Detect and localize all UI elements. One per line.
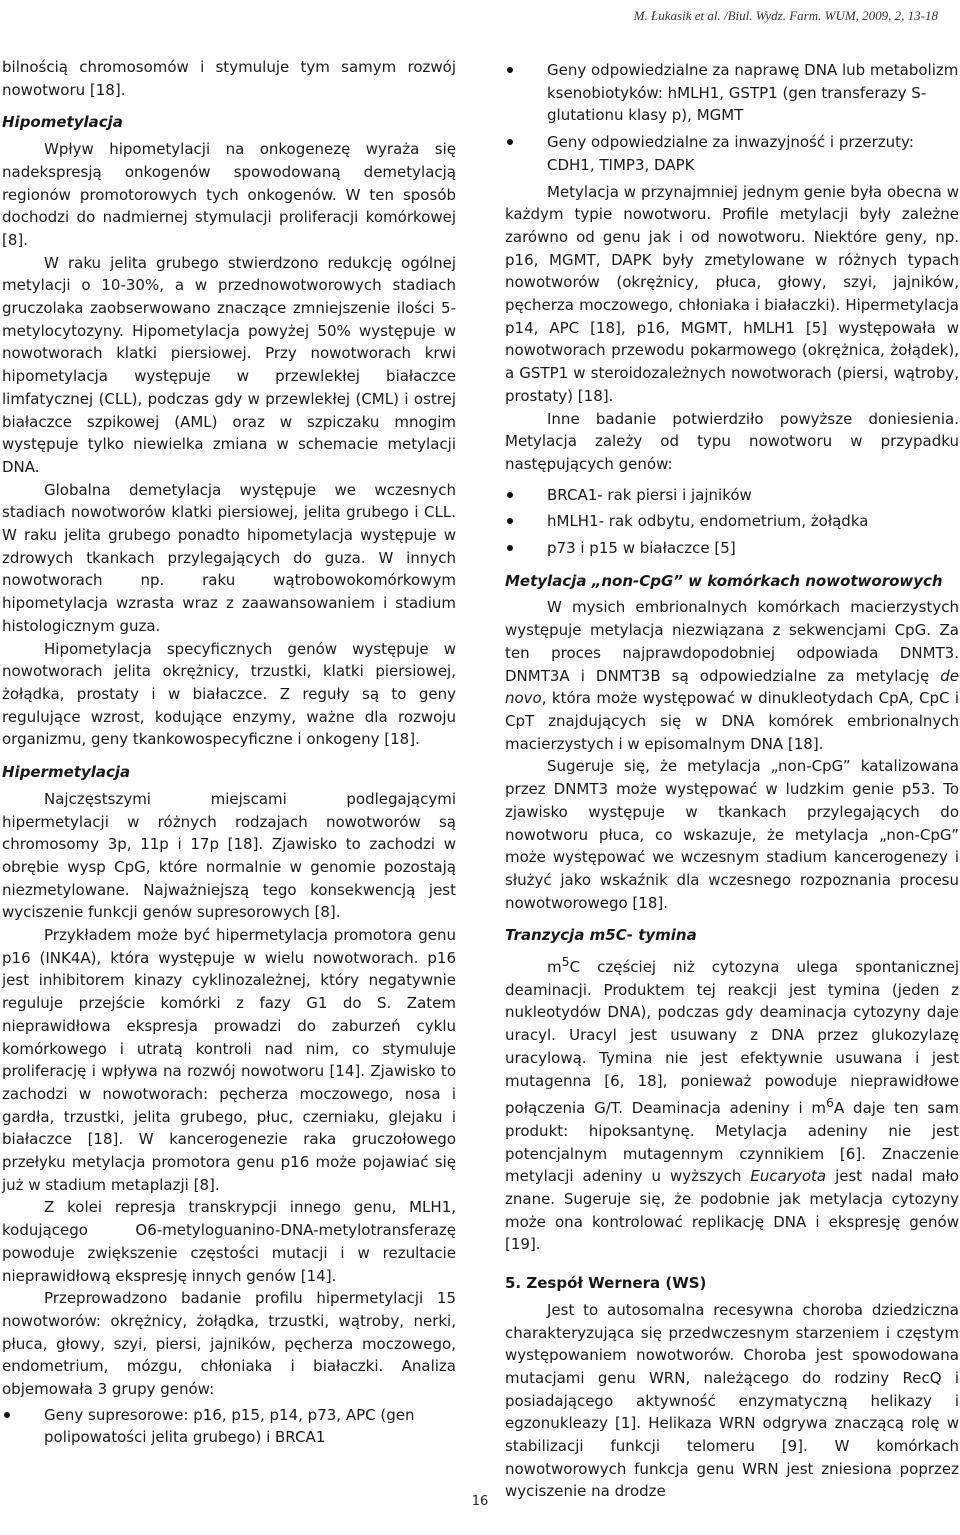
list-item-text: p73 i p15 w białaczce [5] <box>547 539 736 558</box>
paragraph: Inne badanie potwierdziło powyższe doniesienia. Metylacja zależy od typu nowotworu w przypadku następujących genów: <box>505 409 959 473</box>
bullet-icon <box>507 139 513 145</box>
paragraph: Jest to autosomalna recesywna choroba dziedziczna charakteryzująca się przedwczesnym starzeniem i częstym występowaniem nowotworów. Choroba jest spowodowana mutacjami genu WRN, należącego do rodziny RecQ i posiadającego aktywność enzymatyczną helikazy i egzonukleazy [1]. Helikaza WRN odgrywa znaczącą rolę w stabilizacji funkcji telomeru [9]. W komórkach nowotworowych funkcja genu WRN jest zniesiona poprzez wyciszenie na drodze <box>505 1300 959 1501</box>
list-item-text: Geny odpowiedzialne za inwazyjność i przerzuty: CDH1, TIMP3, DAPK <box>547 133 914 174</box>
section-heading-tranzycja: Tranzycja m5C- tymina <box>505 926 697 945</box>
text-run-italic: Eucaryota <box>750 1167 827 1186</box>
paragraph: Przykładem może być hipermetylacja promotora genu p16 (INK4A), która występuje w wielu nowotworach. p16 jest inhibitorem kinazy cyklinozależnej, który negatywnie reguluje przejście komórki z fazy G1 do S. Zatem nieprawidłowa ekspresja prowadzi do zaburzeń cyklu komórkowego i utratą kontroli nad nim, co stymuluje proliferację i wpływa na rozwój nowotworu [14]. Zjawisko to zachodzi w nowotworach: pęcherza moczowego, nosa i gardła, trzustki, jelita grubego, płuc, czerniaku, glejaku i białaczce [18]. W kancerogenezie raka gruczołowego przełyku metylacja promotora genu p16 może pojawiać się już w stadium metaplazji [8]. <box>2 926 456 1194</box>
paragraph: Globalna demetylacja występuje we wczesnych stadiach nowotworów klatki piersiowej, jelita grubego i CLL. W raku jelita grubego ponadto hipometylacja występuje w zdrowych tkankach przylegających do guza. W innych nowotworach np. raku wątrobowokomórkowym hipometylacja wzrasta wraz z zaawansowaniem i stadium histologicznym guza. <box>2 480 456 635</box>
section-heading-non-cpg: Metylacja „non-CpG” w komórkach nowotworowych <box>505 571 943 590</box>
text-run: jest nadal mało znane. Sugeruje się, że podobnie jak metylacja cytozyny może ona kontrolować replikację DNA i ekspresję genów [19]. <box>505 1167 959 1254</box>
paragraph: Wpływ hipometylacji na onkogenezę wyraża się nadekspresją onkogenów spowodowaną demetylacją regionów promotorowych tych onkogenów. W ten sposób dochodzi do nadmiernej stymulacji proliferacji komórkowej [8]. <box>2 140 456 249</box>
list-item-text: Geny supresorowe: p16, p15, p14, p73, APC (gen polipowatości jelita grubego) i BRCA1 <box>44 1405 415 1447</box>
list-item <box>505 131 959 176</box>
list-item <box>505 510 959 533</box>
section-heading-werner: 5. Zespół Wernera (WS) <box>505 1274 707 1293</box>
list-item-text: hMLH1- rak odbytu, endometrium, żołądka <box>547 512 869 531</box>
paragraph <box>505 596 959 755</box>
text-run: A daje ten sam produkt: hipoksantynę. Metylacja adeniny nie jest potencjalnym mutagennym czynnikiem [6]. Znaczenie metylacji adeniny u wyższych <box>505 1099 959 1186</box>
paragraph: Najczęstszymi miejscami podlegającymi hipermetylacji w różnych rodzajach nowotworów są chromosomy 3p, 11p i 17p [18]. Zjawisko to zachodzi w obrębie wysp CpG, które normalnie w genomie pozostają niezmetylowane. Najważniejszą tego konsekwencją jest wyciszenie funkcji genów supresorowych [8]. <box>2 789 456 922</box>
text-run: W mysich embrionalnych komórkach macierzystych występuje metylacja niezwiązana z sekwencjami CpG. Za ten proces najprawdopodobniej odpowiada DNMT3. DNMT3A i DNMT3B są odpowiedzialne za metylację <box>505 598 959 685</box>
section-heading-hipermetylacja: Hipermetylacja <box>2 763 131 782</box>
right-column <box>505 56 959 1503</box>
text-run: C częściej niż cytozyna ulega spontanicznej deaminacji. Produktem tej reakcji jest tymina (jeden z nukleotydów DNA), podczas gdy deaminacja cytozyny daje uracyl. Uracyl jest usuwany z DNA przez glukozylazę uracylową. Tymina nie jest efektywnie usuwana i jest mutagenna [6, 18], ponieważ powoduje nieprawidłowe połączenia G/T. Deaminacja adeniny i m <box>505 958 959 1118</box>
paragraph: Przeprowadzono badanie profilu hipermetylacji 15 nowotworów: okrężnicy, żołądka, trzustki, wątroby, nerki, płuca, głowy, szyi, piersi, jajników, pęcherza moczowego, endometrium, mózgu, chłoniaka i białaczki. Analiza objemowała 3 grupy genów: <box>2 1289 456 1399</box>
paragraph: bilnością chromosomów i stymuluje tym samym rozwój nowotworu [18]. <box>2 58 456 99</box>
bullet-icon <box>507 545 513 551</box>
paragraph: W raku jelita grubego stwierdzono redukcję ogólnej metylacji o 10-30%, a w przednowotworowych stadiach gruczolaka zaobserwowano znaczące zmniejszenie ilości 5-metylocytozyny. Hipometylacja powyżej 50% występuje w nowotworach klatki piersiowej. Przy nowotworach krwi hipometylacja występuje w przewlekłej białaczce limfatycznej (CLL), podczas gdy w przewlekłej (CML) i ostrej białaczce szpikowej (AML) oraz w szpiczaku mnogim występuje tylko niewielka zmiana w schemacie metylacji DNA. <box>2 253 456 476</box>
list-item <box>2 1404 456 1449</box>
list-item <box>505 537 959 560</box>
page-number: 16 <box>471 1494 489 1509</box>
paragraph: Z kolei represja transkrypcji innego genu, MLH1, kodującego O6-metyloguanino-DNA-metylotransferazę powoduje zwiększenie częstości mutacji i w rezultacie nieprawidłową ekspresję innych genów [14]. <box>2 1198 456 1285</box>
text-run-italic: de novo <box>505 666 959 708</box>
bullet-icon <box>4 1412 10 1418</box>
paragraph: Hipometylacja specyficznych genów występuje w nowotworach jelita okrężnicy, trzustki, klatki piersiowej, żołądka, prostaty i w białaczce. Z reguły są to geny regulujące wzrost, kodujące enzymy, ważne dla rozwoju organizmu, geny tkankowospecyficzne i onkogeny [18]. <box>2 639 456 749</box>
running-head: M. Łukasik et al. /Biul. Wydz. Farm. WUM, 2009, 2, 13-18 <box>633 8 938 23</box>
list-item-text: BRCA1- rak piersi i jajników <box>547 485 752 504</box>
superscript: 6 <box>826 1095 834 1111</box>
bullet-icon <box>507 67 513 73</box>
bullet-list-gene-groups-continued <box>505 59 959 177</box>
bullet-list-gene-groups <box>2 1404 456 1449</box>
paragraph: Metylacja w przynajmniej jednym genie była obecna w każdym typie nowotworu. Profile metylacji były zależne zarówno od genu jak i od nowotworu. Niektóre geny, np. p16, MGMT, DAPK były zmetylowane w różnych typach nowotworów (okrężnicy, płuca, głowy, szyi, jajników, pęcherza moczowego, chłoniaka i białaczki). Hipermetylacja p14, APC [18], p16, MGMT, hMLH1 [5] występowała w nowotworach przewodu pokarmowego (okrężnica, żołądek), a GSTP1 w steroidozależnych nowotworach (piersi, wątroby, prostaty) [18]. <box>505 182 959 405</box>
superscript: 5 <box>561 954 570 970</box>
bullet-list-tumor-types <box>505 484 959 560</box>
bullet-icon <box>507 492 513 498</box>
list-item <box>505 484 959 507</box>
bullet-icon <box>507 518 513 524</box>
paragraph: Sugeruje się, że metylacja „non-CpG” katalizowana przez DNMT3 może występować w ludzkim genie p53. To zjawisko występuje w tkankach przylegających do nowotworu płuca, co wskazuje, że metylacja „non-CpG” może występować we wczesnym stadium kancerogenezy i służyć jako wskaźnik dla wczesnego rozpoznania procesu nowotworowego [18]. <box>505 757 959 912</box>
list-item <box>505 59 959 127</box>
paragraph <box>505 951 959 1256</box>
text-run: m <box>547 958 562 977</box>
section-heading-hipometylacja: Hipometylacja <box>2 113 123 132</box>
list-item-text: Geny odpowiedzialne za naprawę DNA lub metabolizm ksenobiotyków: hMLH1, GSTP1 (gen transferazy S-glutationu klasy p), MGMT <box>547 61 959 125</box>
text-run: , która może występować w dinukleotydach CpA, CpC i CpT znajdujących się w DNA komórek embrionalnych macierzystych i w episomalnym DNA [18]. <box>505 689 959 753</box>
left-column <box>2 56 456 1453</box>
